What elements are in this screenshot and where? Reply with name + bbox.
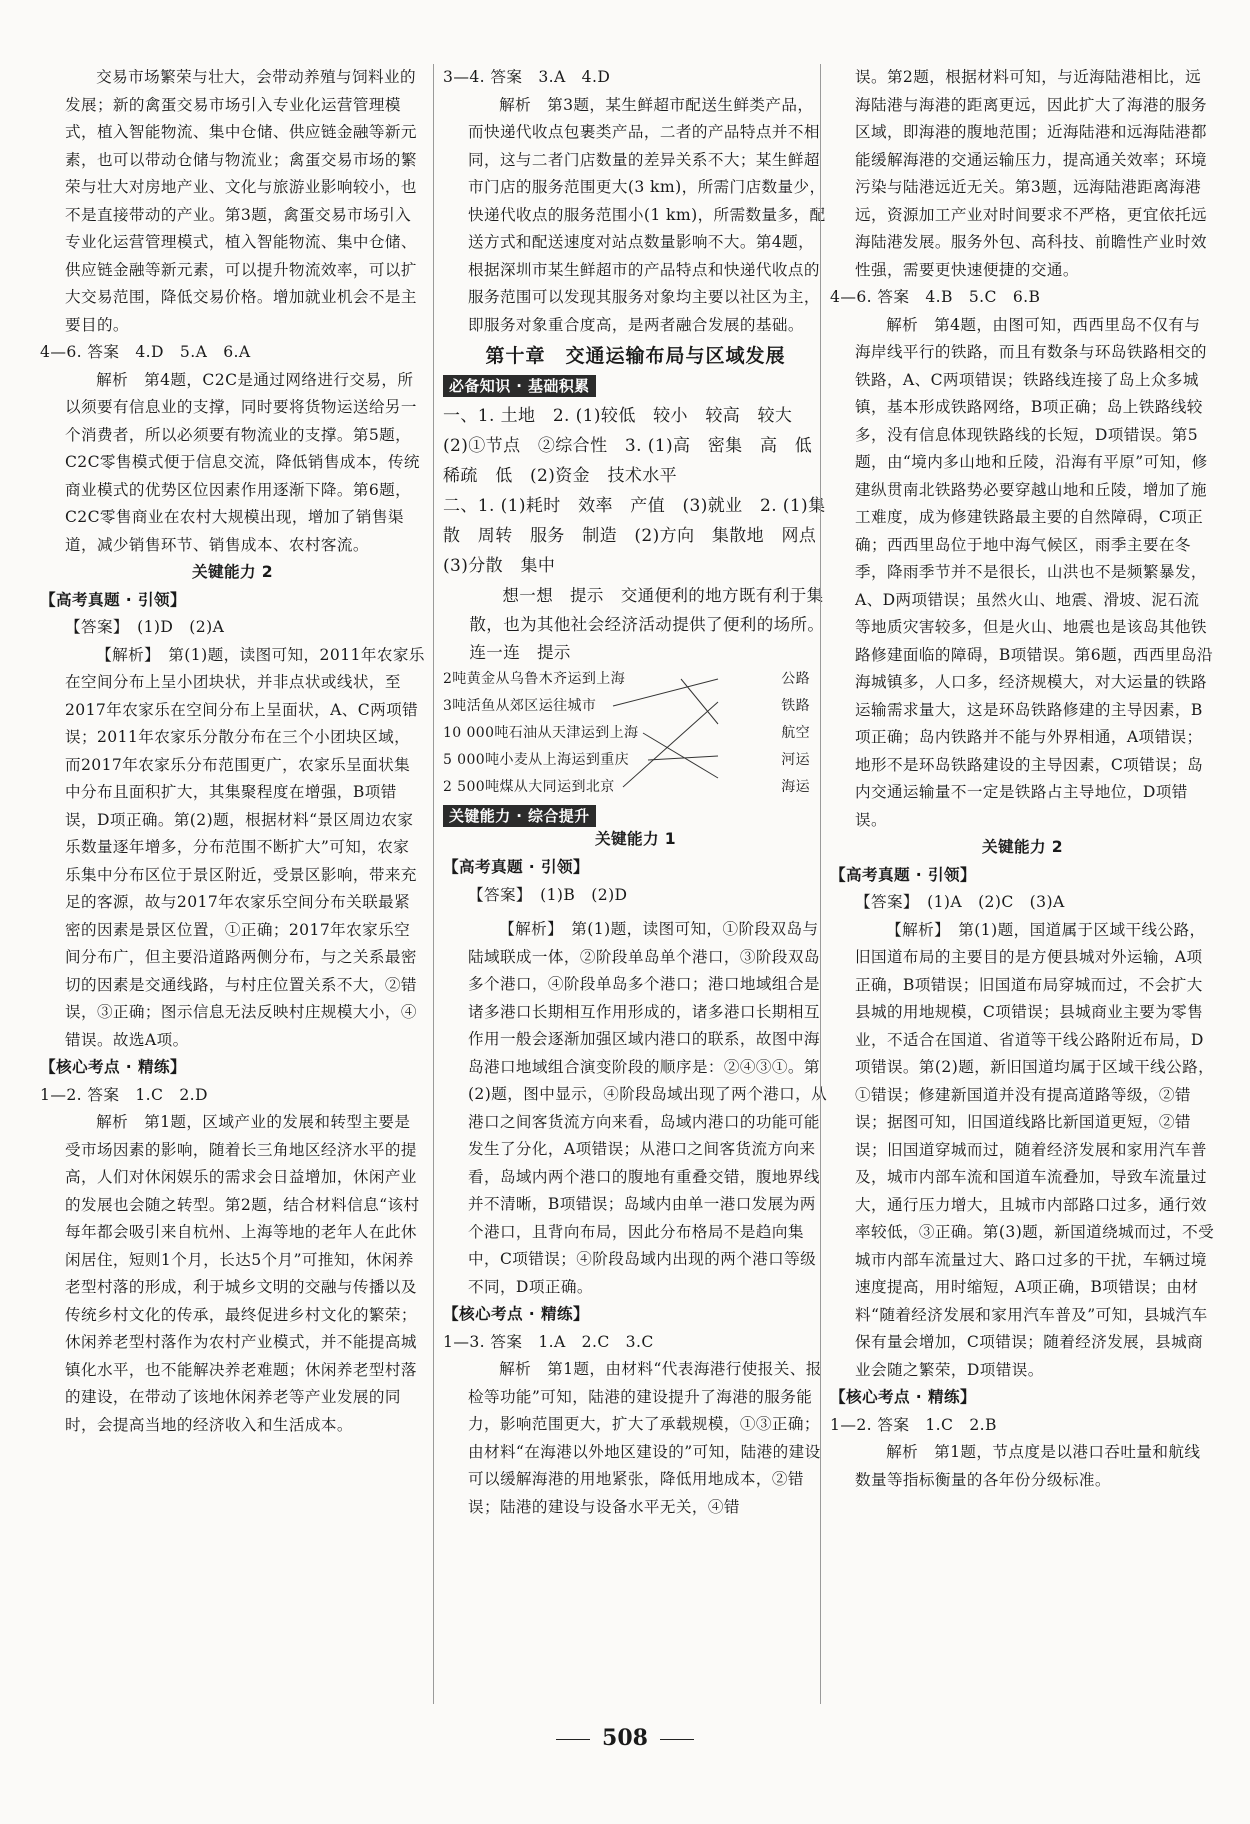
subsection-heading: 【高考真题 · 引领】 (830, 865, 976, 884)
link-left-item: 5 000吨小麦从上海运到重庆 (443, 752, 630, 768)
answer-line: 4—6. 答案 4.D 5.A 6.A (40, 343, 251, 361)
column-2 (443, 64, 834, 1521)
answer-line: 【答案】 (1)D (2)A (64, 618, 225, 636)
link-left-item: 3吨活鱼从郊区运往城市 (443, 698, 597, 714)
link-right-item: 铁路 (781, 698, 810, 714)
answer-line: 【答案】 (1)B (2)D (467, 886, 628, 904)
explanation: 解析 第1题，由材料“代表海港行使报关、报检等功能”可知，陆港的建设提升了海港的服务能力，影响范围更大，扩大了承载规模，①③正确；由材料“在海港以外地区建设的”可知，陆港的建设可以缓解海港的用地紧张，降低用地成本，②错误；陆港的建设与设备水平无关，④错 (467, 1360, 822, 1516)
subsection-heading: 【核心考点 · 精练】 (40, 1058, 186, 1076)
subsection-heading: 【高考真题 · 引领】 (443, 858, 589, 876)
explanation: 【解析】 第(1)题，国道属于区域干线公路，旧国道布局的主要目的是方便县城对外运输，A项正确，B项错误；旧国道布局穿城而过，不会扩大县城的用地规模，C项错误；县城商业主要为零售业，不适合在国道、省道等干线公路附近布局，D项错误。第(2)题，新旧国道均属于区域干线公路，①错误；修建新国道并没有提高道路等级，②错误；据图可知，旧国道线路比新国道更短，②错误；旧国道穿城而过，随着经济发展和家用汽车普及，城市内部车流和国道车流叠加，导致车流量过大，通行压力增大，且城市内部路口过多，通行效率较低，③正确。第(3)题，新国道绕城而过，不受城市内部车流量过大、路口过多的干扰，车辆过境速度提高，用时缩短，A项正确，B项错误；由材料“随着经济发展和家用汽车普及”可知，县城汽车保有量会增加，C项错误；随着经济发展，县城商业会随之繁荣，D项错误。 (854, 920, 1215, 1379)
match-line (643, 733, 718, 778)
link-left-item: 2吨黄金从乌鲁木齐运到上海 (443, 671, 626, 687)
section-heading: 关键能力 2 (191, 563, 274, 581)
think-tip: 想一想 提示 交通便利的地方既有利于集散，也为其他社会经济活动提供了便利的场所。 (469, 585, 825, 634)
matching-exercise (443, 666, 828, 916)
knowledge-answers: 一、1. 土地 2. (1)较低 较小 较高 较大 (2)①节点 ②综合性 3. (1)高 密集 高 低 稀疏 低 (2)资金 技术水平 (443, 405, 830, 486)
section-banner: 关键能力 · 综合提升 (443, 805, 596, 827)
link-left-item: 10 000吨石油从天津运到上海 (443, 725, 639, 741)
page-number: 508 (602, 1725, 648, 1751)
paragraph: 交易市场繁荣与壮大，会带动养殖与饲料业的发展；新的禽蛋交易市场引入专业化运营管理模式，植入智能物流、集中仓储、供应链金融等新元素，也可以带动仓储与物流业；禽蛋交易市场的繁荣与壮大对房地产业、文化与旅游业影响较小，也不是直接带动的产业。第3题，禽蛋交易市场引入专业化运营管理模式，植入智能物流、集中仓储、供应链金融等新元素，可以提升物流效率，可以扩大交易范围，降低交易价格。增加就业机会不是主要目的。 (64, 68, 417, 334)
link-right-item: 航空 (781, 725, 810, 741)
link-right-item: 河运 (781, 752, 810, 768)
page-body (40, 64, 1215, 1714)
paragraph: 误。第2题，根据材料可知，与近海陆港相比，远海陆港与海港的距离更远，因此扩大了海港的服务区域，即海港的腹地范围；近海陆港和远海陆港都能缓解海港的交通运输压力，提高通关效率；环境污染与陆港远近无关。第3题，远海陆港距离海港远，资源加工产业对时间要求不严格，更宜依托远海陆港发展。服务外包、高科技、前瞻性产业时效性强，需要更快速便捷的交通。 (854, 68, 1207, 279)
footer-dash (556, 1739, 590, 1740)
link-left-item: 2 500吨煤从大同运到北京 (443, 779, 615, 795)
link-right-item: 海运 (781, 779, 810, 795)
subsection-heading: 【高考真题 · 引领】 (40, 590, 186, 609)
answer-line: 1—2. 答案 1.C 2.D (40, 1085, 208, 1104)
explanation: 【解析】 第(1)题，读图可知，①阶段双岛与陆域联成一体，②阶段单岛单个港口，③阶段双岛多个港口，④阶段单岛多个港口；港口地域组合是诸多港口长期相互作用形成的，诸多港口长期相互作用一般会逐渐加强区域内港口的联系，故图中海岛港口地域组合演变阶段的顺序是：②④③①。第(2)题，图中显示，④阶段岛域出现了两个港口，从港口之间客货流方向来看，岛域内港口的功能可能发生了分化，A项错误；从港口之间客货流方向来看，岛域内两个港口的腹地有重叠交错，腹地界线并不清晰，B项错误；岛域内由单一港口发展为两个港口，且背向布局，因此分布格局不是趋向集中，C项错误；④阶段岛域内出现的两个港口等级不同，D项正确。 (467, 920, 828, 1296)
match-line (613, 679, 718, 706)
subsection-heading: 【核心考点 · 精练】 (443, 1305, 589, 1323)
chapter-title: 第十章 交通运输布局与区域发展 (485, 345, 786, 367)
section-heading: 关键能力 2 (981, 838, 1064, 856)
explanation: 解析 第4题，C2C是通过网络进行交易，所以须要有信息业的支撑，同时要将货物运送给另一个消费者，所以必须要有物流业的支撑。第5题，C2C零售模式便于信息交流，降低销售成本，传统商业模式的优势区位因素作用逐渐下降。第6题，C2C零售商业在农村大规模出现，增加了销售渠道，减少销售环节、销售成本、农村客流。 (64, 370, 420, 554)
explanation: 解析 第3题，某生鲜超市配送生鲜类产品，而快递代收点包裹类产品，二者的产品特点并不相同，这与二者门店数量的差异关系不大；某生鲜超市门店的服务范围更大(3 km)，所需门店数量少，快递代收点的服务范围小(1 km)，所需数量多，配送方式和配送速度对站点数量影响不大。第4题，根据深圳市某生鲜超市的产品特点和快递代收点的服务范围可以发现其服务对象均主要以社区为主，即服务对象重合度高，是两者融合发展的基础。 (467, 95, 826, 334)
section-heading: 关键能力 1 (594, 830, 677, 848)
answer-line: 4—6. 答案 4.B 5.C 6.B (830, 288, 1041, 306)
link-title: 连一连 提示 (469, 642, 571, 662)
column-divider (820, 64, 821, 1704)
explanation: 解析 第1题，区域产业的发展和转型主要是受市场因素的影响，随着长三角地区经济水平的提高，人们对休闲娱乐的需求会日益增加，休闲产业的发展也会随之转型。第2题，结合材料信息“该村每年都会吸引来自杭州、上海等地的老年人在此休闲居住，短则1个月，长达5个月”可推知，休闲养老型村落的形成，利于城乡文明的交融与传播以及传统乡村文化的传承，最终促进乡村文化的繁荣；休闲养老型村落作为农村产业模式，并不能提高城镇化水平，也不能解决养老难题；休闲养老型村落的建设，在带动了该地休闲养老等产业发展的同时，会提高当地的经济收入和生活成本。 (64, 1113, 420, 1434)
knowledge-answers: 二、1. (1)耗时 效率 产值 (3)就业 2. (1)集散 周转 服务 制造 (2)方向 集散地 网点 (3)分散 集中 (443, 495, 834, 576)
answer-line: 1—2. 答案 1.C 2.B (830, 1415, 997, 1434)
subsection-heading: 【核心考点 · 精练】 (830, 1388, 976, 1406)
column-divider (433, 64, 434, 1704)
answer-line: 【答案】 (1)A (2)C (3)A (854, 893, 1065, 911)
explanation: 解析 第1题，节点度是以港口吞吐量和航线数量等指标衡量的各年份分级标准。 (854, 1443, 1201, 1489)
page-footer (0, 1725, 1250, 1751)
column-1 (40, 64, 425, 1439)
section-banner: 必备知识 · 基础积累 (443, 375, 596, 397)
footer-dash (660, 1739, 694, 1740)
column-3 (830, 64, 1215, 1494)
answer-line: 3—4. 答案 3.A 4.D (443, 68, 611, 86)
link-right-item: 公路 (781, 671, 810, 687)
match-line (681, 679, 718, 724)
explanation: 解析 第4题，由图可知，西西里岛不仅有与海岸线平行的铁路，而且有数条与环岛铁路相交的铁路，A、C两项错误；铁路线连接了岛上众多城镇，基本形成铁路网络，B项正确；岛上铁路线较多，没有信息体现铁路线的长短，D项错误。第5题，由“境内多山地和丘陵，沿海有平原”可知，修建纵贯南北铁路势必要穿越山地和丘陵，增加了施工难度，成为修建铁路最主要的自然障碍，C项正确；西西里岛位于地中海气候区，雨季主要在冬季，降雨季节并不是很长，山洪也不是频繁暴发，A、D两项错误；虽然火山、地震、滑坡、泥石流等地质灾害较多，但是火山、地震也是该岛其他铁路修建面临的障碍，B项错误。第6题，西西里岛沿海城镇多，人口多，经济规模大，对大运量的铁路运输需求量大，这是环岛铁路修建的主导因素，B项正确；岛内铁路并不能与外界相通，A项错误；地形不是环岛铁路建设的主导因素，C项错误；岛内交通运输量不一定是铁路占主导地位，D项错误。 (854, 315, 1214, 829)
answer-line: 1—3. 答案 1.A 2.C 3.C (443, 1332, 654, 1351)
explanation: 【解析】 第(1)题，读图可知，2011年农家乐在空间分布上呈小团块状，并非点状或线状，至2017年农家乐在空间分布上呈面状，A、C两项错误；2011年农家乐分散分布在三个小团块区域，而2017年农家乐分布范围更广，农家乐呈面状集中分布且面积扩大，其集聚程度在增强，B项错误，D项正确。第(2)题，根据材料“景区周边农家乐数量逐年增多，分布范围不断扩大”可知，农家乐集中分布区位于景区附近，受景区影响，带来充足的客源，故与2017年农家乐空间分布关联最紧密的因素是景区位置，①正确；2017年农家乐空间分布广，但主要沿道路两侧分布，与之关系最密切的因素是交通线路，与村庄位置关系不大，②错误，③正确；图示信息无法反映村庄规模大小，④错误。故选A项。 (64, 645, 425, 1049)
